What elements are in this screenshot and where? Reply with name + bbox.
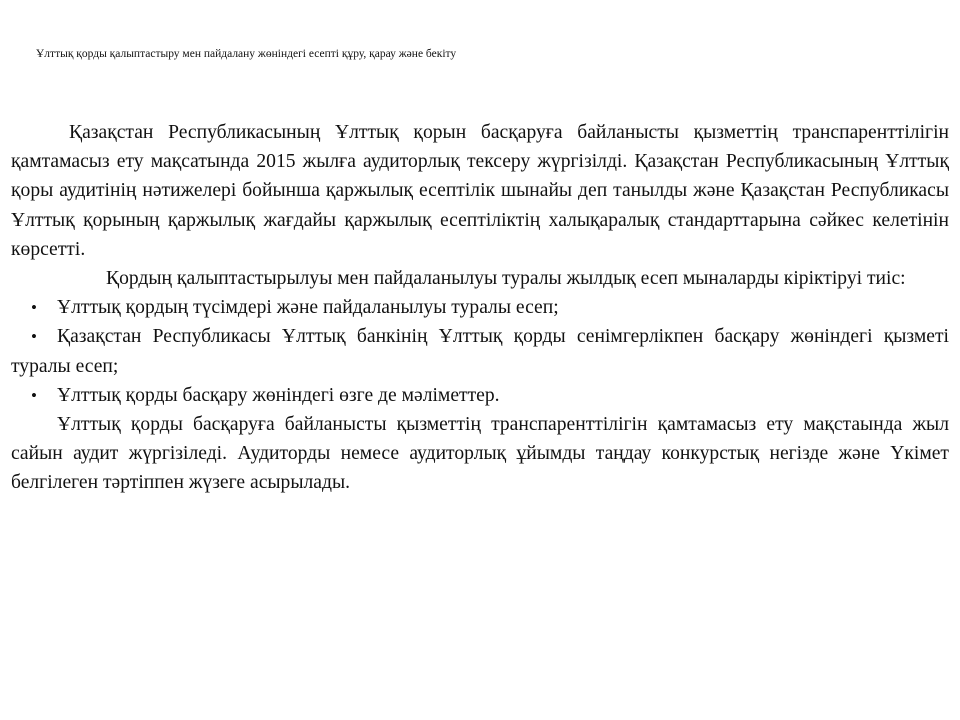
bullet-icon: •	[31, 327, 37, 347]
paragraph-report-contents: Қордың қалыптастырылуы мен пайдаланылуы туралы жылдық есеп мыналарды кіріктіруі тиіс:	[106, 268, 906, 290]
bullet-icon: •	[31, 298, 37, 318]
list-item	[11, 322, 949, 380]
list-item	[11, 381, 949, 410]
list-item	[11, 293, 949, 322]
bullet-icon: •	[31, 385, 37, 405]
list-item-text: Қазақстан Республикасы Ұлттық банкінің Ұлттық қорды сенімгерлікпен басқару жөніндегі қызметі туралы есеп;	[11, 326, 949, 377]
list-item-text: Ұлттық қордың түсімдері және пайдаланылуы туралы есеп;	[57, 297, 559, 319]
report-contents-list	[11, 293, 949, 410]
paragraph-audit-intro: Қазақстан Республикасының Ұлттық қорын басқаруға байланысты қызметтің транспаренттілігін қамтамасыз ету мақсатында 2015 жылға аудиторлық тексеру жүргізілді. Қазақстан Республикасының Ұлттық қоры аудитінің нәтижелері бойынша қаржылық есептілік шынайы деп танылды және Қазақстан Республикасы Ұлттық қорының қаржылық жағдайы қаржылық есептіліктің халықаралық стандарттарына сәйкес келетінін көрсетті.	[11, 122, 949, 260]
paragraph-annual-audit: Ұлттық қорды басқаруға байланысты қызметтің транспаренттілігін қамтамасыз ету мақстаында жыл сайын аудит жүргізіледі. Аудиторды немесе аудиторлық ұйымды таңдау конкурстық негізде және Үкімет белгілеген тәртіппен жүзеге асырылады.	[11, 414, 949, 494]
slide-title: Ұлттық қорды қалыптастыру мен пайдалану жөніндегі есепті құру, қарау және бекіту	[36, 48, 457, 60]
list-item-text: Ұлттық қорды басқару жөніндегі өзге де мәліметтер.	[57, 384, 500, 406]
slide-body	[11, 118, 949, 498]
